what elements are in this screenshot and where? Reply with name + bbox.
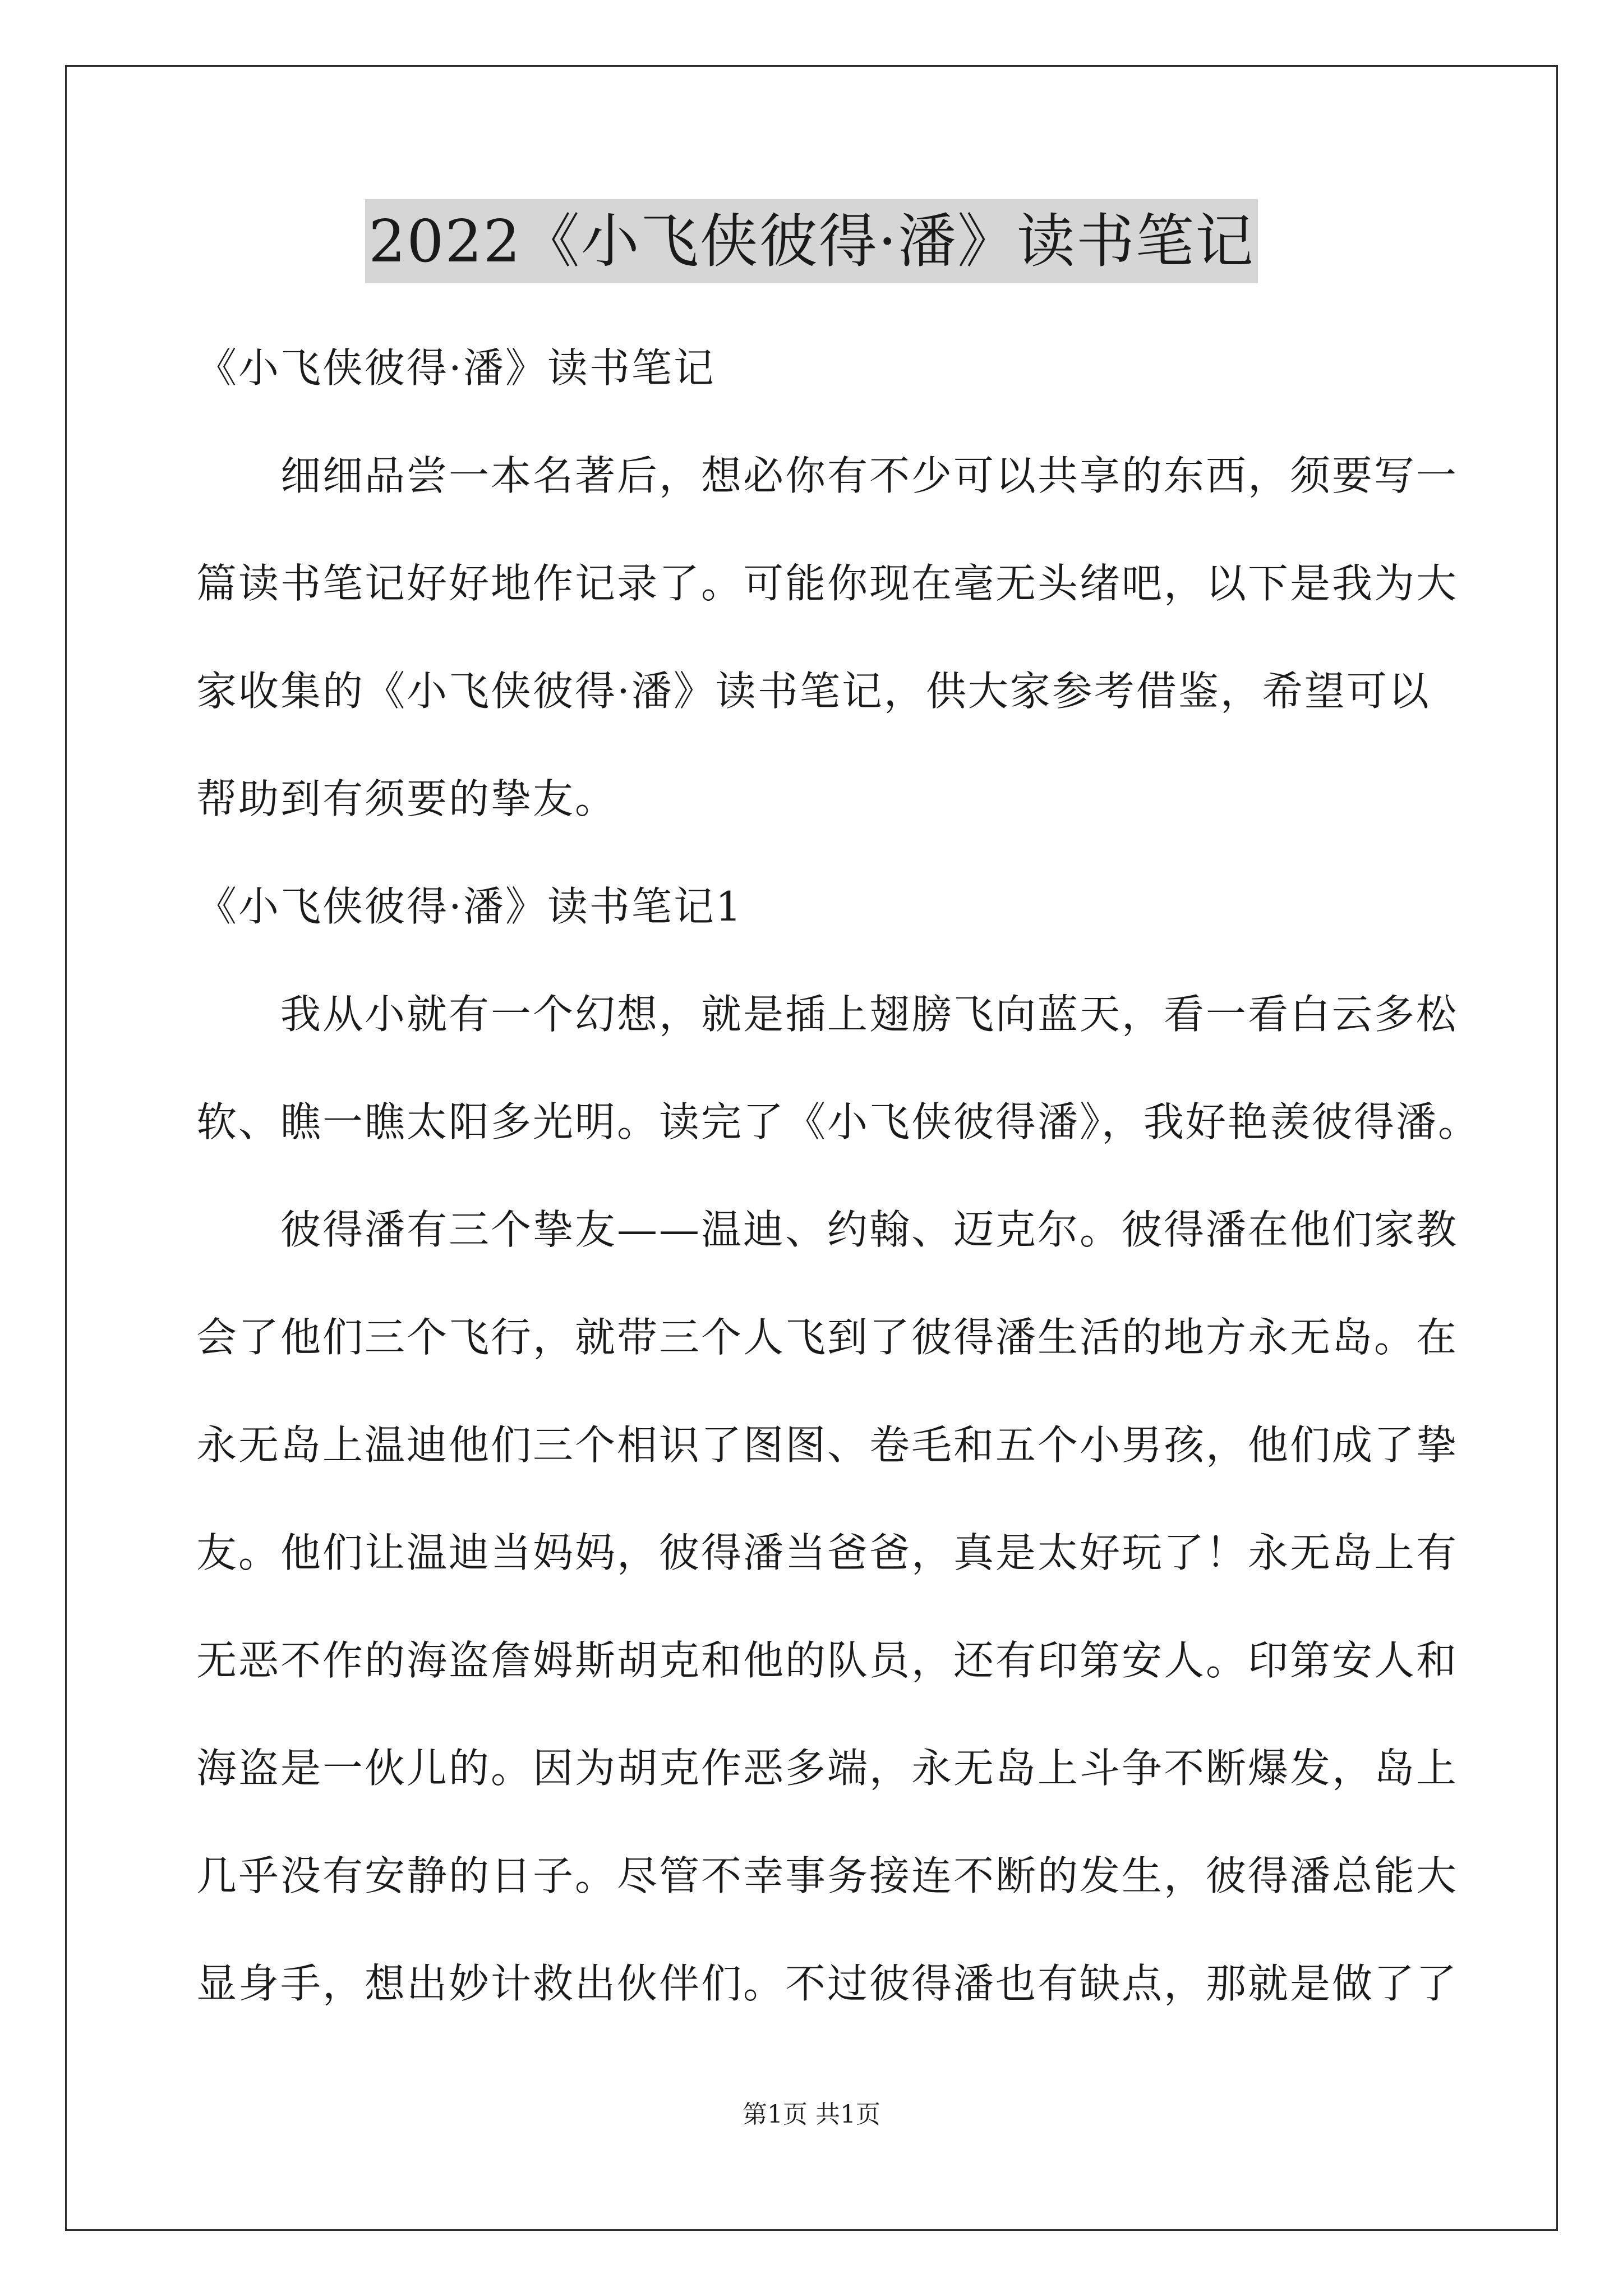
- subtitle-line: 《小飞侠彼得·潘》读书笔记: [196, 344, 716, 392]
- page-footer: 第1页 共1页: [743, 2100, 880, 2129]
- paragraph-line: 彼得潘有三个挚友——温迪、约翰、迈克尔。彼得潘在他们家教: [280, 1206, 1459, 1253]
- paragraph-line: 帮助到有须要的挚友。: [196, 775, 617, 822]
- paragraph-line: 永无岛上温迪他们三个相识了图图、卷毛和五个小男孩，他们成了挚: [196, 1421, 1459, 1469]
- paragraph-line: 友。他们让温迪当妈妈，彼得潘当爸爸，真是太好玩了！永无岛上有: [196, 1529, 1459, 1576]
- paragraph-line: 我从小就有一个幻想，就是插上翅膀飞向蓝天，看一看白云多松: [280, 991, 1459, 1038]
- document-title: 2022《小飞侠彼得·潘》读书笔记: [365, 199, 1258, 283]
- paragraph-line: 无恶不作的海盗詹姆斯胡克和他的队员，还有印第安人。印第安人和: [196, 1637, 1459, 1684]
- paragraph-line: 会了他们三个飞行，就带三个人飞到了彼得潘生活的地方永无岛。在: [196, 1314, 1459, 1361]
- section-heading: 《小飞侠彼得·潘》读书笔记1: [196, 883, 743, 930]
- paragraph-line: 海盗是一伙儿的。因为胡克作恶多端，永无岛上斗争不断爆发，岛上: [196, 1745, 1459, 1792]
- paragraph-line: 几乎没有安静的日子。尽管不幸事务接连不断的发生，彼得潘总能大: [196, 1852, 1459, 1899]
- paragraph-line: 篇读书笔记好好地作记录了。可能你现在毫无头绪吧，以下是我为大: [196, 560, 1459, 607]
- paragraph-line: 软、瞧一瞧太阳多光明。读完了《小飞侠彼得潘》，我好艳羡彼得潘。: [196, 1098, 1481, 1145]
- document-body: [196, 314, 1481, 2037]
- title-container: [0, 199, 1623, 283]
- paragraph-line: 细细品尝一本名著后，想必你有不少可以共享的东西，须要写一: [280, 452, 1459, 499]
- paragraph-line: 家收集的《小飞侠彼得·潘》读书笔记，供大家参考借鉴，希望可以: [196, 668, 1431, 715]
- paragraph-line: 显身手，想出妙计救出伙伴们。不过彼得潘也有缺点，那就是做了了: [196, 1960, 1459, 2007]
